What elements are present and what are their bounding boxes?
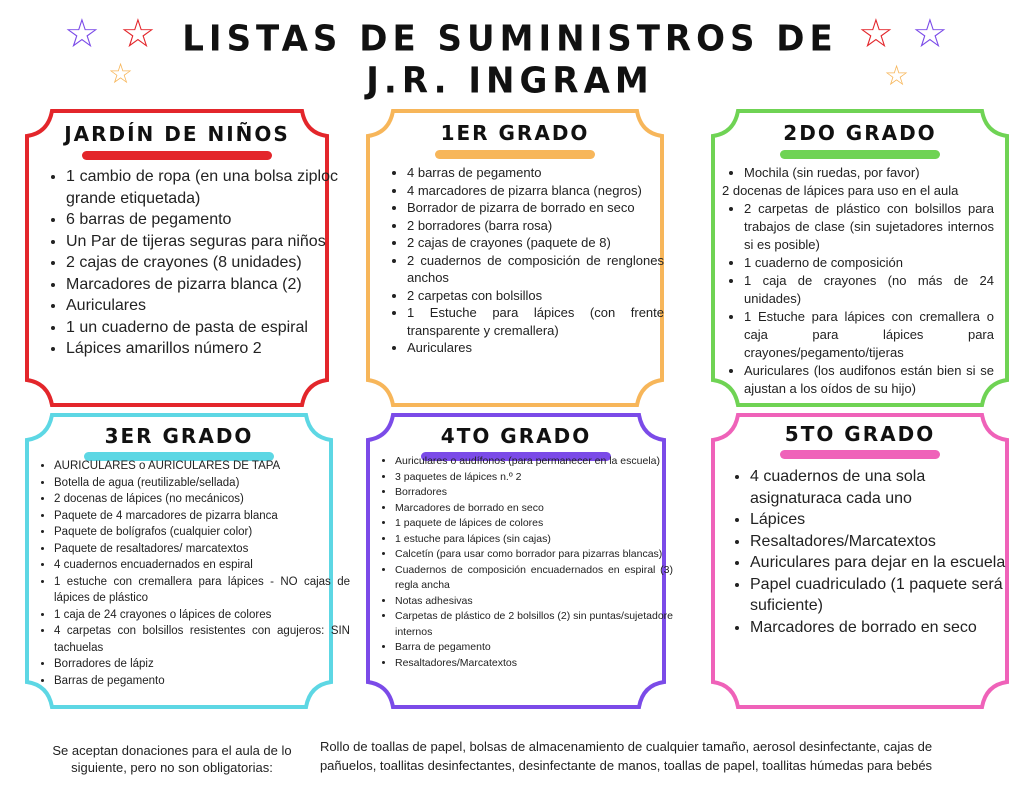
list-item: • Papel cuadriculado (1 paquete será suficiente) bbox=[750, 574, 1012, 617]
list-item: • Auriculares o audífonos (para permanecer en la escuela) bbox=[395, 454, 673, 470]
donations-intro: Se aceptan donaciones para el aula de lo siguiente, pero no son obligatorias: bbox=[52, 743, 292, 775]
brush-underline bbox=[780, 150, 940, 159]
list-item: • Marcadores de borrado en seco bbox=[395, 501, 673, 517]
list-item: • AURICULARES o AURICULARES DE TAPA bbox=[54, 458, 350, 475]
list-item: • 1 caja de crayones (no más de 24 unidades) bbox=[744, 272, 994, 308]
list-item: • 2 cajas de crayones (8 unidades) bbox=[66, 252, 338, 274]
supply-list bbox=[377, 454, 673, 671]
list-item: • Resaltadores/Marcatextos bbox=[750, 531, 1012, 553]
purple-star-icon: ☆ bbox=[64, 12, 100, 56]
list-item: • Marcadores de pizarra blanca (2) bbox=[66, 274, 338, 296]
donations-list: Rollo de toallas de papel, bolsas de almacenamiento de cualquier tamaño, aerosol desinfectante, cajas de pañuelos, toallitas desinfectantes, desinfectante de manos, toallas de papel, toallitas húmedas para bebés bbox=[319, 739, 933, 773]
orange-star-icon: ☆ bbox=[108, 58, 134, 89]
list-item: • Auriculares (los audifonos están bien si se ajustan a los oídos de su hijo) bbox=[744, 362, 994, 398]
card-first-grade bbox=[365, 108, 665, 408]
list-item: • Auriculares bbox=[66, 295, 338, 317]
list-item: • Lápices bbox=[750, 509, 1012, 531]
red-star-icon: ☆ bbox=[858, 12, 894, 56]
list-item: • Paquete de 4 marcadores de pizarra blanca bbox=[54, 508, 350, 525]
list-item: • Carpetas de plástico de 2 bolsillos (2) sin puntas/sujetadore internos bbox=[395, 609, 673, 640]
list-item: • 3 paquetes de lápices n.º 2 bbox=[395, 470, 673, 486]
list-item: • 1 paquete de lápices de colores bbox=[395, 516, 673, 532]
list-item: • 4 cuadernos encuadernados en espiral bbox=[54, 557, 350, 574]
card-second-grade bbox=[710, 108, 1010, 408]
list-item: • Mochila (sin ruedas, por favor) bbox=[744, 164, 994, 182]
list-item: • Lápices amarillos número 2 bbox=[66, 338, 338, 360]
supply-list bbox=[722, 164, 994, 398]
supply-list bbox=[36, 458, 350, 689]
supply-list bbox=[732, 466, 1012, 638]
list-item: • 6 barras de pegamento bbox=[66, 209, 338, 231]
list-item: • Auriculares bbox=[407, 339, 664, 357]
list-item: • 2 carpetas de plástico con bolsillos para trabajos de clase (sin sujetadores internos si es posible) bbox=[744, 200, 994, 254]
list-item: • Borradores bbox=[395, 485, 673, 501]
list-item: • Notas adhesivas bbox=[395, 594, 673, 610]
list-item: • 2 borradores (barra rosa) bbox=[407, 217, 664, 235]
brush-underline bbox=[780, 450, 940, 459]
list-item: • Un Par de tijeras seguras para niños bbox=[66, 231, 338, 253]
list-item: • Cuadernos de composición encuadernados en espiral (3) regla ancha bbox=[395, 563, 673, 594]
list-item: • 1 estuche con cremallera para lápices - NO cajas de lápices de plástico bbox=[54, 574, 350, 607]
list-item: • Marcadores de borrado en seco bbox=[750, 617, 1012, 639]
list-item: • 4 marcadores de pizarra blanca (negros) bbox=[407, 182, 664, 200]
card-title: 1ER GRADO bbox=[440, 121, 590, 145]
list-item: • Paquete de bolígrafos (cualquier color) bbox=[54, 524, 350, 541]
list-item: • 2 cajas de crayones (paquete de 8) bbox=[407, 234, 664, 252]
list-item: • 1 cambio de ropa (en una bolsa ziploc grande etiquetada) bbox=[66, 166, 338, 209]
list-item: • Borrador de pizarra de borrado en seco bbox=[407, 199, 664, 217]
card-title: JARDÍN DE NIÑOS bbox=[64, 122, 290, 146]
purple-star-icon: ☆ bbox=[912, 12, 948, 56]
list-item: • Barra de pegamento bbox=[395, 640, 673, 656]
list-item: • 4 barras de pegamento bbox=[407, 164, 664, 182]
list-item: • 2 carpetas con bolsillos bbox=[407, 287, 664, 305]
supply-list bbox=[48, 166, 338, 360]
card-fourth-grade bbox=[365, 412, 673, 710]
card-third-grade bbox=[24, 412, 350, 710]
list-item: • 1 estuche para lápices (sin cajas) bbox=[395, 532, 673, 548]
list-item: • 2 docenas de lápices (no mecánicos) bbox=[54, 491, 350, 508]
supply-list bbox=[389, 164, 664, 357]
list-item: • 1 un cuaderno de pasta de espiral bbox=[66, 317, 338, 339]
list-item: • 4 carpetas con bolsillos resistentes con agujeros: SIN tachuelas bbox=[54, 623, 350, 656]
red-star-icon: ☆ bbox=[120, 12, 156, 56]
list-item: • Borradores de lápiz bbox=[54, 656, 350, 673]
list-item: • Botella de agua (reutilizable/sellada) bbox=[54, 475, 350, 492]
card-title: 3ER GRADO bbox=[104, 424, 254, 448]
brush-underline bbox=[435, 150, 595, 159]
card-title: 4TO GRADO bbox=[440, 424, 592, 448]
list-item: • Barras de pegamento bbox=[54, 673, 350, 690]
list-item: • Auriculares para dejar en la escuela bbox=[750, 552, 1012, 574]
list-item: • 1 Estuche para lápices con cremallera o caja para lápices para crayones/pegamento/tijeras bbox=[744, 308, 994, 362]
list-item: • 4 cuadernos de una sola asignaturaca cada uno bbox=[750, 466, 1012, 509]
list-item: • 1 cuaderno de composición bbox=[744, 254, 994, 272]
list-item: • 1 caja de 24 crayones o lápices de colores bbox=[54, 607, 350, 624]
list-item: • Calcetín (para usar como borrador para pizarras blancas) bbox=[395, 547, 673, 563]
list-item: • 1 Estuche para lápices (con frente transparente y cremallera) bbox=[407, 304, 664, 339]
page-title: LISTAS DE SUMINISTROS DE J.R. INGRAM bbox=[182, 18, 838, 102]
card-fifth-grade bbox=[710, 412, 1010, 710]
brush-underline bbox=[82, 151, 272, 160]
orange-star-icon: ☆ bbox=[884, 60, 910, 91]
card-title: 2DO GRADO bbox=[783, 121, 937, 145]
card-title: 5TO GRADO bbox=[784, 422, 936, 446]
list-item: • 2 cuadernos de composición de renglones anchos bbox=[407, 252, 664, 287]
list-item: • Resaltadores/Marcatextos bbox=[395, 656, 673, 672]
list-lead-line: 2 docenas de lápices para uso en el aula bbox=[722, 183, 959, 198]
card-kindergarten bbox=[24, 108, 338, 408]
list-item: • Paquete de resaltadores/ marcatextos bbox=[54, 541, 350, 558]
